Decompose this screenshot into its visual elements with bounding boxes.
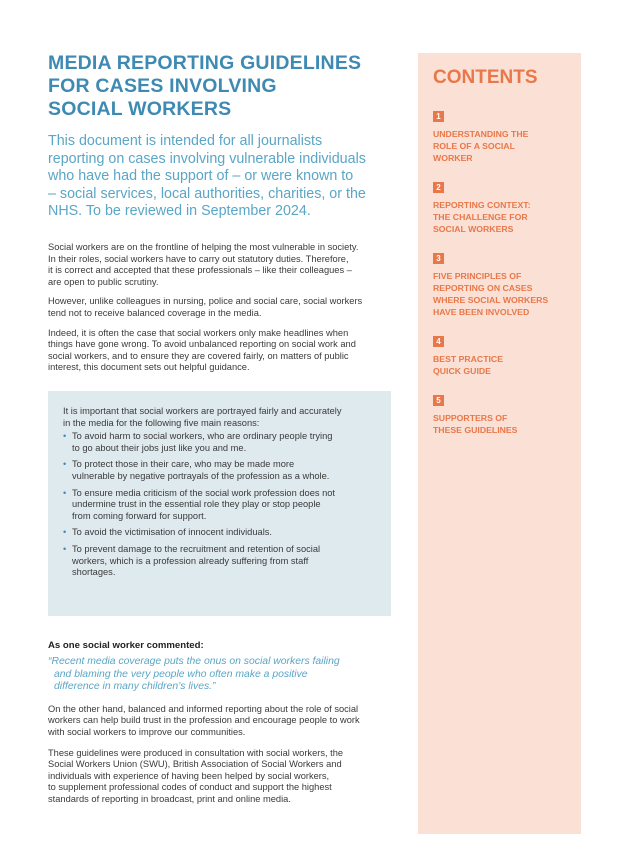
intro-line: This document is intended for all journalists <box>48 133 323 149</box>
quote-heading: As one social worker commented: <box>48 640 204 651</box>
text-line: workers, which is a profession already suffering from staff <box>72 555 309 566</box>
intro-line: reporting on cases involving vulnerable individuals <box>48 150 366 167</box>
contents-item-label <box>433 199 581 235</box>
text-line: things have gone wrong. To avoid unbalanced reporting on social work and <box>48 339 356 350</box>
reasons-list <box>63 431 381 579</box>
label-line: THESE GUIDELINES <box>433 425 518 435</box>
contents-item-3[interactable] <box>433 253 581 318</box>
text-line: These guidelines were produced in consultation with social workers, the <box>48 747 344 758</box>
label-line: HAVE BEEN INVOLVED <box>433 307 530 317</box>
label-line: UNDERSTANDING THE <box>433 129 529 139</box>
label-line: WORKER <box>433 153 473 163</box>
reason-item <box>63 431 381 454</box>
text-line: are open to public scrutiny. <box>48 276 159 287</box>
reason-item <box>63 488 381 523</box>
label-line: REPORTING ON CASES <box>433 283 533 293</box>
body-paragraph <box>48 328 393 374</box>
label-line: QUICK GUIDE <box>433 366 491 376</box>
reason-item <box>63 527 381 539</box>
label-line: WHERE SOCIAL WORKERS <box>433 295 549 305</box>
text-line: interest, this document sets out helpful guidance. <box>48 362 250 373</box>
text-line: with social workers to improve our communities. <box>48 726 246 737</box>
text-line: Social Workers Union (SWU), British Association of Social Workers and <box>48 759 342 770</box>
intro-line: who have had the support of – or were known to <box>48 168 354 185</box>
intro-line: – social services, local authorities, charities, or the <box>48 185 366 202</box>
contents-item-2[interactable] <box>433 182 581 235</box>
section-number-badge: 5 <box>433 395 444 406</box>
text-line: • To avoid harm to social workers, who are ordinary people trying <box>72 431 333 442</box>
quote-line: “Recent media coverage puts the onus on social workers failing <box>48 656 340 667</box>
label-line: BEST PRACTICE <box>433 354 503 364</box>
reason-item <box>63 459 381 482</box>
page-title <box>48 52 393 121</box>
text-line: social workers, and to ensure they are covered fairly, on matters of public <box>48 350 349 361</box>
text-line: standards of reporting in broadcast, print and online media. <box>48 793 291 804</box>
text-line: from coming forward for support. <box>72 510 207 521</box>
section-number-badge: 3 <box>433 253 444 264</box>
label-line: FIVE PRINCIPLES OF <box>433 271 522 281</box>
social-worker-quote <box>48 656 393 694</box>
contents-item-1[interactable] <box>433 111 581 164</box>
text-line: Social workers are on the frontline of helping the most vulnerable in society. <box>48 241 359 252</box>
text-line: workers can help build trust in the profession and encourage people to work <box>48 715 360 726</box>
text-line: tend not to receive balanced coverage in the media. <box>48 307 262 318</box>
label-line: THE CHALLENGE FOR <box>433 212 528 222</box>
text-line: undermine trust in the essential role they play or stop people <box>72 499 321 510</box>
title-line: SOCIAL WORKERS <box>48 98 232 120</box>
intro-line: NHS. To be reviewed in September 2024. <box>48 203 311 220</box>
callout-intro <box>63 406 381 429</box>
label-line: SUPPORTERS OF <box>433 413 508 423</box>
text-line: shortages. <box>72 567 116 578</box>
closing-paragraph <box>48 748 393 806</box>
title-line: FOR CASES INVOLVING <box>48 75 277 97</box>
text-line: On the other hand, balanced and informed reporting about the role of social <box>48 703 359 714</box>
main-column <box>48 52 393 374</box>
section-number-badge: 1 <box>433 111 444 122</box>
text-line: individuals with experience of having been helped by social workers, <box>48 770 330 781</box>
contents-item-4[interactable] <box>433 336 581 377</box>
body-paragraph <box>48 296 393 319</box>
contents-title: CONTENTS <box>433 67 538 88</box>
body-paragraph <box>48 242 393 288</box>
label-line: ROLE OF A SOCIAL <box>433 141 515 151</box>
contents-item-5[interactable] <box>433 395 581 436</box>
text-line: Indeed, it is often the case that social workers only make headlines when <box>48 327 349 338</box>
text-line: In their roles, social workers have to carry out statutory duties. Therefore, <box>48 253 349 264</box>
contents-item-label <box>433 128 581 164</box>
text-line: • To protect those in their care, who may be made more <box>72 459 295 470</box>
reasons-callout-box <box>48 391 391 616</box>
contents-item-label <box>433 412 581 436</box>
section-number-badge: 4 <box>433 336 444 347</box>
text-line: • To ensure media criticism of the social work profession does not <box>72 487 336 498</box>
text-line: it is correct and accepted that these professionals – like their colleagues – <box>48 265 352 276</box>
quote-line: and blaming the very people who often make a positive <box>54 668 308 680</box>
text-line: However, unlike colleagues in nursing, police and social care, social workers <box>48 296 363 307</box>
lower-section <box>48 640 393 806</box>
text-line: It is important that social workers are portrayed fairly and accurately <box>63 406 342 416</box>
text-line: vulnerable by negative portrayals of the profession as a whole. <box>72 470 330 481</box>
title-line: MEDIA REPORTING GUIDELINES <box>48 52 362 74</box>
contents-item-label <box>433 270 581 318</box>
text-line: to supplement professional codes of conduct and support the highest <box>48 782 332 793</box>
text-line: • To prevent damage to the recruitment and retention of social <box>72 543 321 554</box>
intro-paragraph <box>48 133 393 221</box>
text-line: • To avoid the victimisation of innocent individuals. <box>72 527 272 538</box>
body-text <box>48 242 393 374</box>
closing-paragraph <box>48 704 393 739</box>
contents-list <box>433 111 581 436</box>
reason-item <box>63 544 381 579</box>
section-number-badge: 2 <box>433 182 444 193</box>
label-line: SOCIAL WORKERS <box>433 224 514 234</box>
text-line: to go about their jobs just like you and me. <box>72 442 247 453</box>
text-line: in the media for the following five main reasons: <box>63 417 260 428</box>
quote-line: difference in many children’s lives.” <box>54 681 216 693</box>
contents-item-label <box>433 353 581 377</box>
label-line: REPORTING CONTEXT: <box>433 200 531 210</box>
contents-sidebar <box>418 53 581 834</box>
